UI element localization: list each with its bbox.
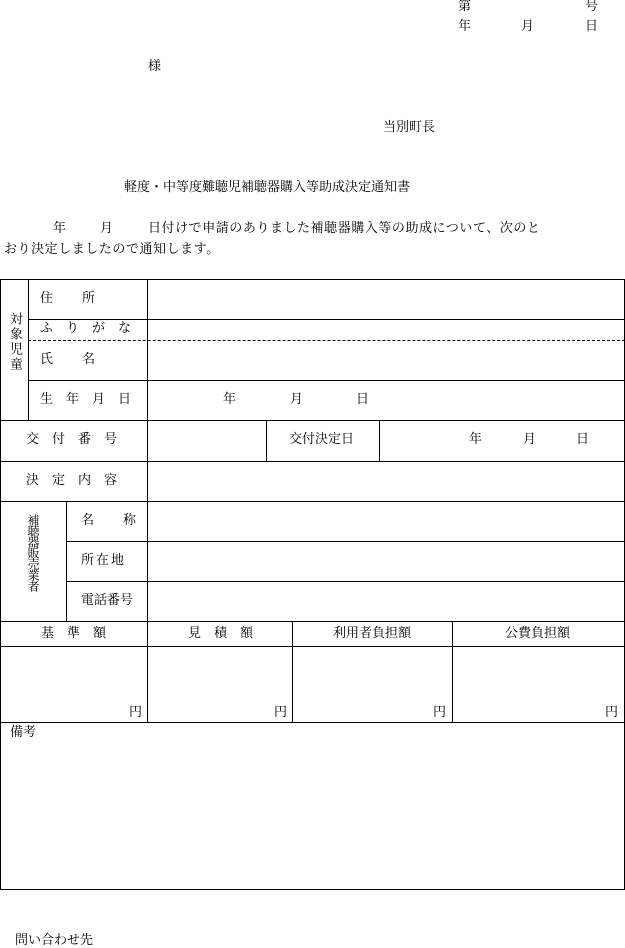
birth-day-unit: 日 [356,392,370,407]
name-label: 氏 名 [40,352,97,367]
table-border-bottom [0,889,625,890]
table-line [266,420,267,461]
birth-month-unit: 月 [290,392,304,407]
issue-decision-date-label: 交付決定日 [289,432,355,447]
document-title: 軽度・中等度難聴児補聴器購入等助成決定通知書 [124,180,411,195]
table-line [292,621,293,722]
user-burden-yen: 円 [433,705,447,720]
table-line [379,420,380,461]
decision-day-unit: 日 [576,432,590,447]
table-line [0,501,625,502]
standard-amount-yen: 円 [129,705,143,720]
estimate-amount-header: 見 積 額 [188,626,254,641]
table-line [66,541,625,542]
number-prefix: 第 [458,0,472,14]
estimate-amount-yen: 円 [274,705,288,720]
birthdate-label: 生 年 月 日 [40,392,132,407]
header-date-day: 日 [585,19,599,34]
addressee-suffix: 様 [148,59,162,74]
table-line [147,279,148,722]
table-line [0,461,625,462]
table-line [0,420,625,421]
table-line [0,621,625,622]
table-line [66,581,625,582]
table-line [28,380,625,381]
body-line2: おり決定しましたので通知します。 [4,242,220,257]
public-burden-yen: 円 [605,705,619,720]
public-burden-header: 公費負担額 [505,626,571,641]
body-year: 年 [53,221,67,236]
decision-month-unit: 月 [523,432,537,447]
decision-year-unit: 年 [469,432,483,447]
vendor-phone-label: 電話番号 [81,593,134,608]
issue-number-label: 交 付 番 号 [26,432,118,447]
vendor-location-label: 所在地 [81,553,127,568]
birth-year-unit: 年 [223,392,237,407]
furigana-label: ふ り が な [40,321,132,336]
table-line [0,722,625,723]
header-date-year: 年 [458,19,472,34]
table-border-left [0,279,1,890]
address-label: 住 所 [40,291,97,306]
table-line [28,319,625,320]
header-date-month: 月 [521,19,535,34]
decision-content-label: 決 定 内 容 [26,473,118,488]
table-line [28,279,29,420]
table-line [452,621,453,722]
table-line [66,501,67,621]
vendor-group-label: 補聴器販売業者 [26,514,40,591]
contact-label: 問い合わせ先 [15,933,94,948]
user-burden-header: 利用者負担額 [333,626,412,641]
remarks-label: 備考 [10,725,37,740]
table-line [0,646,625,647]
standard-amount-header: 基 準 額 [41,626,107,641]
table-border-top [0,279,625,280]
furigana-dashed-line [28,340,625,341]
body-month: 月 [100,221,114,236]
body-line1: 日付けで申請のありました補聴器購入等の助成について、次のと [148,221,541,236]
vendor-name-label: 名 称 [81,513,138,528]
issuer: 当別町長 [383,120,436,135]
child-group-label: 対象児童 [7,312,22,372]
number-suffix: 号 [585,0,599,14]
